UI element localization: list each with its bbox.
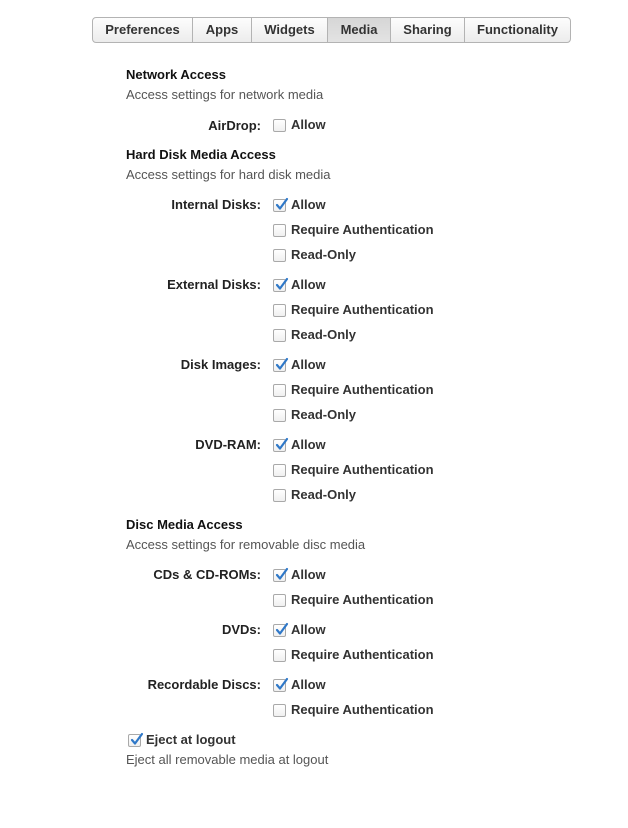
hard-disk-header: Hard Disk Media Access [126, 147, 276, 162]
recordable-discs-allow-option[interactable] [273, 677, 326, 693]
tab-media[interactable]: Media [327, 18, 390, 42]
disk-images-auth-option[interactable] [273, 382, 434, 398]
internal-disks-readonly-label: Read-Only [291, 247, 357, 262]
recordable-discs-allow-label: Allow [291, 677, 326, 692]
internal-disks-readonly-option[interactable] [273, 247, 356, 263]
recordable-discs-label: Recordable Discs: [147, 677, 261, 692]
cds-auth-option[interactable] [273, 592, 434, 608]
external-disks-readonly-option[interactable] [273, 327, 356, 343]
tab-functionality[interactable]: Functionality [464, 18, 570, 42]
external-disks-auth-label: Require Authentication [291, 302, 434, 317]
internal-disks-allow-checkbox[interactable] [273, 199, 286, 212]
external-disks-allow-option[interactable] [273, 277, 326, 293]
dvds-allow-checkbox[interactable] [273, 624, 286, 637]
disk-images-label: Disk Images: [180, 357, 261, 372]
dvd-ram-auth-option[interactable] [273, 462, 434, 478]
disk-images-readonly-label: Read-Only [291, 407, 357, 422]
dvd-ram-readonly-option[interactable] [273, 487, 356, 503]
internal-disks-auth-option[interactable] [273, 222, 434, 238]
disk-images-allow-option[interactable] [273, 357, 326, 373]
eject-at-logout-option[interactable] [128, 732, 236, 748]
dvd-ram-auth-label: Require Authentication [291, 462, 434, 477]
hard-disk-desc: Access settings for hard disk media [126, 167, 331, 182]
dvd-ram-readonly-checkbox[interactable] [273, 489, 286, 502]
network-access-desc: Access settings for network media [126, 87, 324, 102]
external-disks-readonly-checkbox[interactable] [273, 329, 286, 342]
internal-disks-label: Internal Disks: [171, 197, 261, 212]
cds-allow-option[interactable] [273, 567, 326, 583]
network-access-header: Network Access [126, 67, 226, 82]
disc-media-desc: Access settings for removable disc media [126, 537, 366, 552]
tab-apps[interactable]: Apps [192, 18, 251, 42]
internal-disks-auth-checkbox[interactable] [273, 224, 286, 237]
internal-disks-allow-label: Allow [291, 197, 326, 212]
external-disks-allow-label: Allow [291, 277, 326, 292]
disk-images-allow-checkbox[interactable] [273, 359, 286, 372]
dvds-label: DVDs: [221, 622, 261, 637]
cds-label: CDs & CD-ROMs: [153, 567, 261, 582]
dvds-auth-checkbox[interactable] [273, 649, 286, 662]
dvd-ram-auth-checkbox[interactable] [273, 464, 286, 477]
cds-allow-checkbox[interactable] [273, 569, 286, 582]
dvd-ram-label: DVD-RAM: [195, 437, 261, 452]
dvd-ram-allow-checkbox[interactable] [273, 439, 286, 452]
internal-disks-allow-option[interactable] [273, 197, 326, 213]
disk-images-allow-label: Allow [291, 357, 326, 372]
disk-images-auth-checkbox[interactable] [273, 384, 286, 397]
eject-at-logout-checkbox[interactable] [128, 734, 141, 747]
external-disks-auth-option[interactable] [273, 302, 434, 318]
dvd-ram-allow-option[interactable] [273, 437, 326, 453]
dvd-ram-allow-label: Allow [291, 437, 326, 452]
eject-at-logout-label: Eject at logout [146, 732, 236, 747]
tab-preferences[interactable]: Preferences [105, 22, 180, 37]
disc-media-header: Disc Media Access [126, 517, 243, 532]
recordable-discs-auth-checkbox[interactable] [273, 704, 286, 717]
recordable-discs-auth-label: Require Authentication [291, 702, 434, 717]
airdrop-allow-checkbox[interactable] [273, 119, 286, 132]
airdrop-allow-label: Allow [291, 117, 326, 132]
recordable-discs-auth-option[interactable] [273, 702, 434, 718]
dvds-allow-label: Allow [291, 622, 326, 637]
tab-bar [92, 17, 571, 43]
external-disks-allow-checkbox[interactable] [273, 279, 286, 292]
eject-at-logout-desc: Eject all removable media at logout [126, 752, 329, 767]
disk-images-readonly-option[interactable] [273, 407, 356, 423]
external-disks-readonly-label: Read-Only [291, 327, 357, 342]
internal-disks-readonly-checkbox[interactable] [273, 249, 286, 262]
cds-allow-label: Allow [291, 567, 326, 582]
airdrop-label: AirDrop: [208, 118, 261, 133]
airdrop-allow-option[interactable] [273, 117, 326, 133]
disk-images-readonly-checkbox[interactable] [273, 409, 286, 422]
dvds-auth-option[interactable] [273, 647, 434, 663]
dvds-auth-label: Require Authentication [291, 647, 434, 662]
dvds-allow-option[interactable] [273, 622, 326, 638]
external-disks-label: External Disks: [167, 277, 261, 292]
external-disks-auth-checkbox[interactable] [273, 304, 286, 317]
dvd-ram-readonly-label: Read-Only [291, 487, 357, 502]
cds-auth-checkbox[interactable] [273, 594, 286, 607]
recordable-discs-allow-checkbox[interactable] [273, 679, 286, 692]
disk-images-auth-label: Require Authentication [291, 382, 434, 397]
tab-sharing[interactable]: Sharing [390, 18, 464, 42]
internal-disks-auth-label: Require Authentication [291, 222, 434, 237]
cds-auth-label: Require Authentication [291, 592, 434, 607]
tab-widgets[interactable]: Widgets [251, 18, 327, 42]
